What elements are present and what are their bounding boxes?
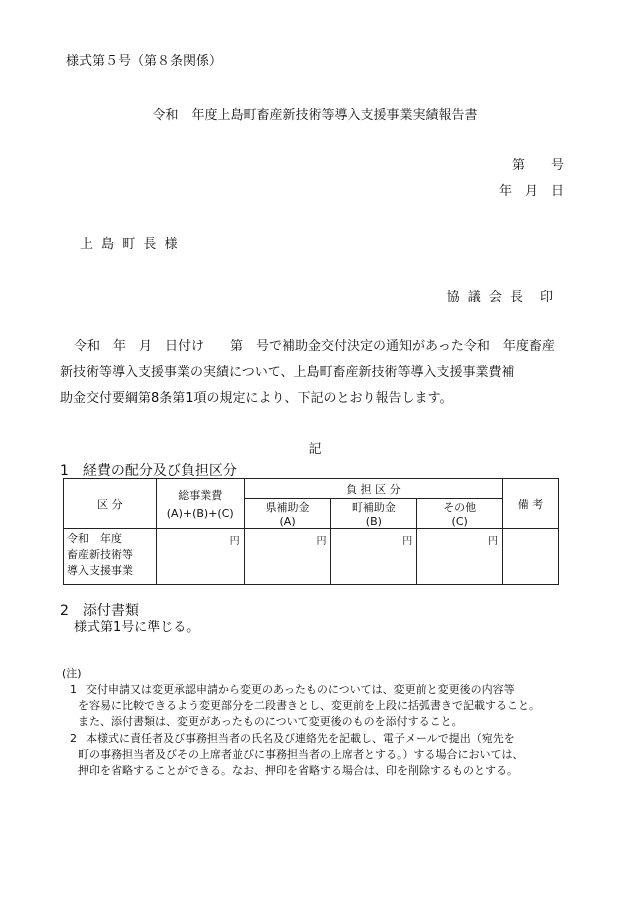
document-number: 第 号	[511, 158, 564, 173]
header-remarks: 備 考	[503, 479, 559, 529]
row-category-line: 畜産新技術等	[67, 548, 133, 561]
body-line: 新技術等導入支援事業の実績について、上島町畜産新技術等導入支援事業費補	[60, 365, 515, 380]
header-pref-subsidy	[244, 499, 331, 529]
ki-heading: 記	[308, 442, 322, 457]
note-line: 押印を省略することができる。なお、押印を省略する場合は、印を削除するものとする。	[78, 764, 518, 777]
header-total-line2: (A)+(B)+(C)	[166, 507, 234, 520]
cell-other-unit: 円	[417, 529, 503, 585]
section2-title: 2 添付書類	[60, 603, 139, 619]
header-pref-line2: (A)	[279, 515, 296, 528]
header-other-line1: その他	[443, 501, 477, 514]
addressee: 上 島 町 長 様	[80, 237, 180, 252]
document-title: 令和 年度上島町畜産新技術等導入支援事業実績報告書	[152, 108, 478, 123]
note-line: を容易に比較できるよう変更部分を二段書きとし、変更前を上段に括弧書きで記載すること。	[78, 699, 540, 712]
note-1	[70, 682, 540, 730]
row-category-line: 令和 年度	[67, 532, 122, 545]
note-number: 1	[70, 683, 77, 696]
header-total	[156, 479, 244, 529]
note-line: 町の事務担当者及びその上席者並びに事務担当者の上席者とする。）する場合においては、	[78, 748, 524, 761]
header-pref-line1: 県補助金	[265, 501, 310, 514]
note-number: 2	[70, 732, 77, 745]
cell-pref-unit: 円	[244, 529, 331, 585]
notes-heading: (注)	[62, 667, 82, 680]
document-date: 年 月 日	[498, 184, 564, 199]
note-line: 交付申請又は変更承認申請から変更のあったものについては、変更前と変更後の内容等	[86, 683, 515, 696]
header-town-line2: (B)	[365, 515, 382, 528]
header-town-subsidy	[331, 499, 417, 529]
section2-body: 様式第1号に準じる。	[74, 620, 200, 635]
row-category	[64, 529, 157, 585]
note-line: 本様式に責任者及び事務担当者の氏名及び連絡先を記載し、電子メールで提出（宛先を	[86, 732, 515, 745]
header-category: 区 分	[64, 479, 157, 529]
header-total-line1: 総事業費	[178, 489, 223, 502]
sender: 協 議 会 長 印	[446, 290, 555, 305]
form-number: 様式第５号（第８条関係）	[66, 54, 223, 69]
cell-total-unit: 円	[156, 529, 244, 585]
header-other-line2: (C)	[451, 515, 468, 528]
header-other	[417, 499, 503, 529]
header-town-line1: 町補助金	[351, 501, 396, 514]
budget-table	[63, 478, 559, 585]
body-line: 令和 年 月 日付け 第 号で補助金交付決定の通知があった令和 年度畜産	[74, 339, 555, 354]
body-line: 助金交付要綱第8条第1項の規定により、下記のとおり報告します。	[60, 391, 453, 406]
cell-town-unit: 円	[331, 529, 417, 585]
note-2	[70, 731, 524, 779]
section1-title: 1 経費の配分及び負担区分	[60, 463, 237, 479]
body-paragraph	[60, 334, 580, 412]
cell-remarks	[503, 529, 559, 585]
row-category-line: 導入支援事業	[67, 564, 133, 577]
note-line: また、添付書類は、変更があったものについて変更後のものを添付すること。	[78, 715, 463, 728]
header-burden-group: 負 担 区 分	[244, 479, 502, 499]
